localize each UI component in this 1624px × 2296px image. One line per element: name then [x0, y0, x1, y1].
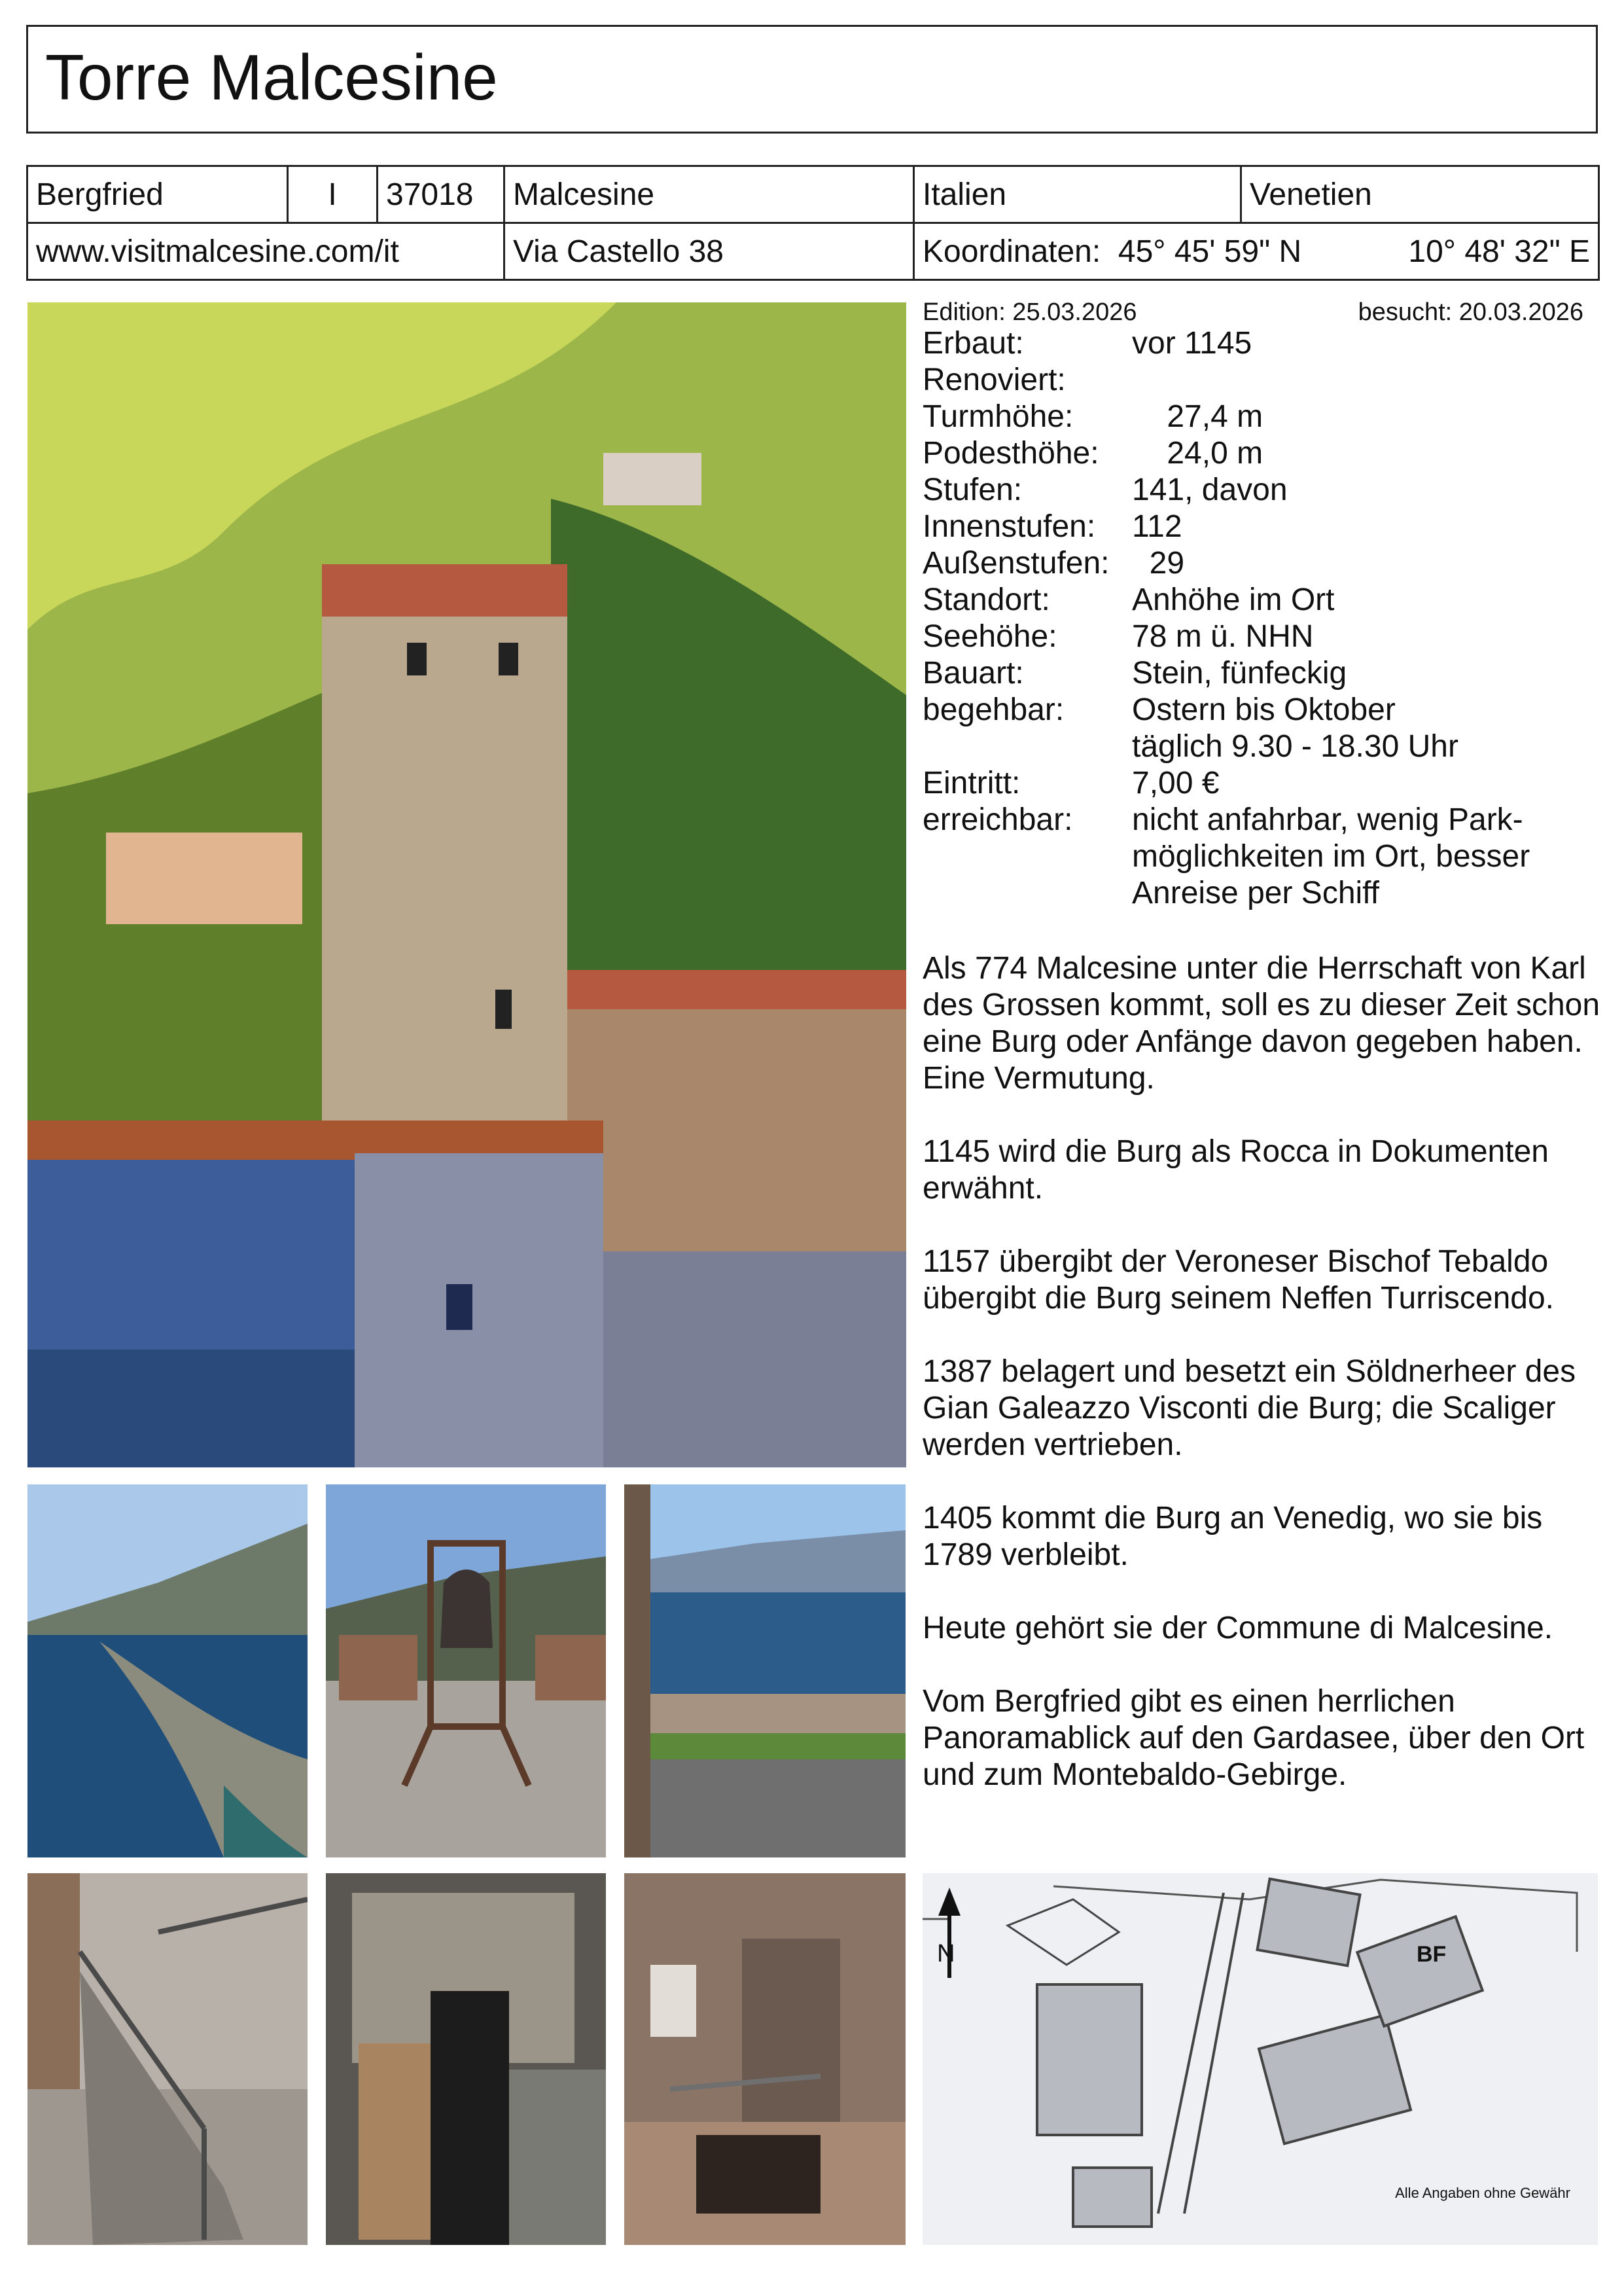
fact-key: Eintritt:: [923, 766, 1021, 800]
fact-key: Podesthöhe:: [923, 436, 1099, 471]
fact-value: 7,00 €: [1132, 766, 1220, 800]
fact-key: erreichbar:: [923, 802, 1073, 837]
inner-stairs-photo: [326, 1873, 606, 2245]
fact-key: Turmhöhe:: [923, 399, 1074, 434]
main-tower-photo: [27, 302, 906, 1467]
fact-key: Innenstufen:: [923, 509, 1096, 544]
history-text: [923, 950, 1610, 1830]
history-paragraph: 1157 übergibt der Veroneser Bischof Tebaldo übergibt die Burg seinem Neffen Turriscendo.: [923, 1244, 1554, 1316]
visited-date: besucht: 20.03.2026: [1358, 298, 1583, 326]
fact-value: nicht anfahrbar, wenig Park-: [1132, 802, 1523, 837]
fact-value: Anhöhe im Ort: [1132, 583, 1335, 617]
fact-value: 29: [1132, 546, 1185, 581]
fact-key: Renoviert:: [923, 363, 1066, 397]
history-paragraph: 1387 belagert und besetzt ein Söldnerheer des Gian Galeazzo Visconti die Burg; die Scaliger werden vertrieben.: [923, 1354, 1576, 1462]
disclaimer: Alle Angaben ohne Gewähr: [1395, 2185, 1570, 2201]
website-link[interactable]: www.visitmalcesine.com/it: [27, 223, 504, 280]
postcode: 37018: [378, 166, 504, 223]
bell-photo: [326, 1484, 606, 1857]
page-title: Torre Malcesine: [45, 41, 498, 113]
history-paragraph: Heute gehört sie der Commune di Malcesine.: [923, 1611, 1553, 1645]
fact-value: 24,0 m: [1132, 436, 1263, 471]
battlements-photo: [624, 1484, 906, 1857]
site-plan: [923, 1873, 1598, 2245]
address: Via Castello 38: [504, 223, 914, 280]
tower-type: Bergfried: [27, 166, 288, 223]
lake-view-photo: [27, 1484, 308, 1857]
history-paragraph: Als 774 Malcesine unter die Herrschaft von Karl des Grossen kommt, soll es zu dieser Zeit schon eine Burg oder Anfänge davon gegeben haben. Eine Vermutung.: [923, 951, 1600, 1096]
tower-interior-photo: [624, 1873, 906, 2245]
fact-key: Stufen:: [923, 473, 1023, 507]
info-table: [26, 165, 1600, 281]
longitude: 10° 48' 32" E: [1408, 234, 1590, 269]
fact-value: Ostern bis Oktober: [1132, 692, 1396, 727]
title-box: [26, 25, 1598, 134]
country: Italien: [914, 166, 1241, 223]
fact-value: täglich 9.30 - 18.30 Uhr: [1132, 729, 1458, 764]
edition-line: [923, 298, 1583, 327]
history-paragraph: 1145 wird die Burg als Rocca in Dokumenten erwähnt.: [923, 1134, 1549, 1206]
country-code: I: [288, 166, 378, 223]
fact-key: Erbaut:: [923, 326, 1024, 361]
fact-key: begehbar:: [923, 692, 1065, 727]
fact-value: 141, davon: [1132, 473, 1288, 507]
fact-value: möglichkeiten im Ort, besser: [1132, 839, 1530, 874]
fact-value: Anreise per Schiff: [1132, 876, 1379, 910]
fact-value: 27,4 m: [1132, 399, 1263, 434]
fact-key: Standort:: [923, 583, 1050, 617]
fact-key: Bauart:: [923, 656, 1024, 691]
fact-key: Außenstufen:: [923, 546, 1110, 581]
bergfried-label: BF: [1417, 1942, 1447, 1967]
fact-value: 78 m ü. NHN: [1132, 619, 1314, 654]
outer-stairs-photo: [27, 1873, 308, 2245]
history-paragraph: 1405 kommt die Burg an Venedig, wo sie bis 1789 verbleibt.: [923, 1501, 1543, 1572]
history-paragraph: Vom Bergfried gibt es einen herrlichen Panoramablick auf den Gardasee, über den Ort und zum Montebaldo-Gebirge.: [923, 1684, 1585, 1792]
fact-value: vor 1145: [1132, 326, 1252, 361]
edition-date: Edition: 25.03.2026: [923, 298, 1137, 326]
fact-value: Stein, fünfeckig: [1132, 656, 1347, 691]
coordinates-label: Koordinaten:: [923, 234, 1101, 269]
latitude: 45° 45' 59" N: [1118, 234, 1302, 269]
north-label: N: [937, 1940, 955, 1967]
region: Venetien: [1241, 166, 1599, 223]
fact-key: Seehöhe:: [923, 619, 1057, 654]
town: Malcesine: [504, 166, 914, 223]
fact-value: 112: [1132, 509, 1182, 544]
coordinates: [914, 223, 1599, 280]
